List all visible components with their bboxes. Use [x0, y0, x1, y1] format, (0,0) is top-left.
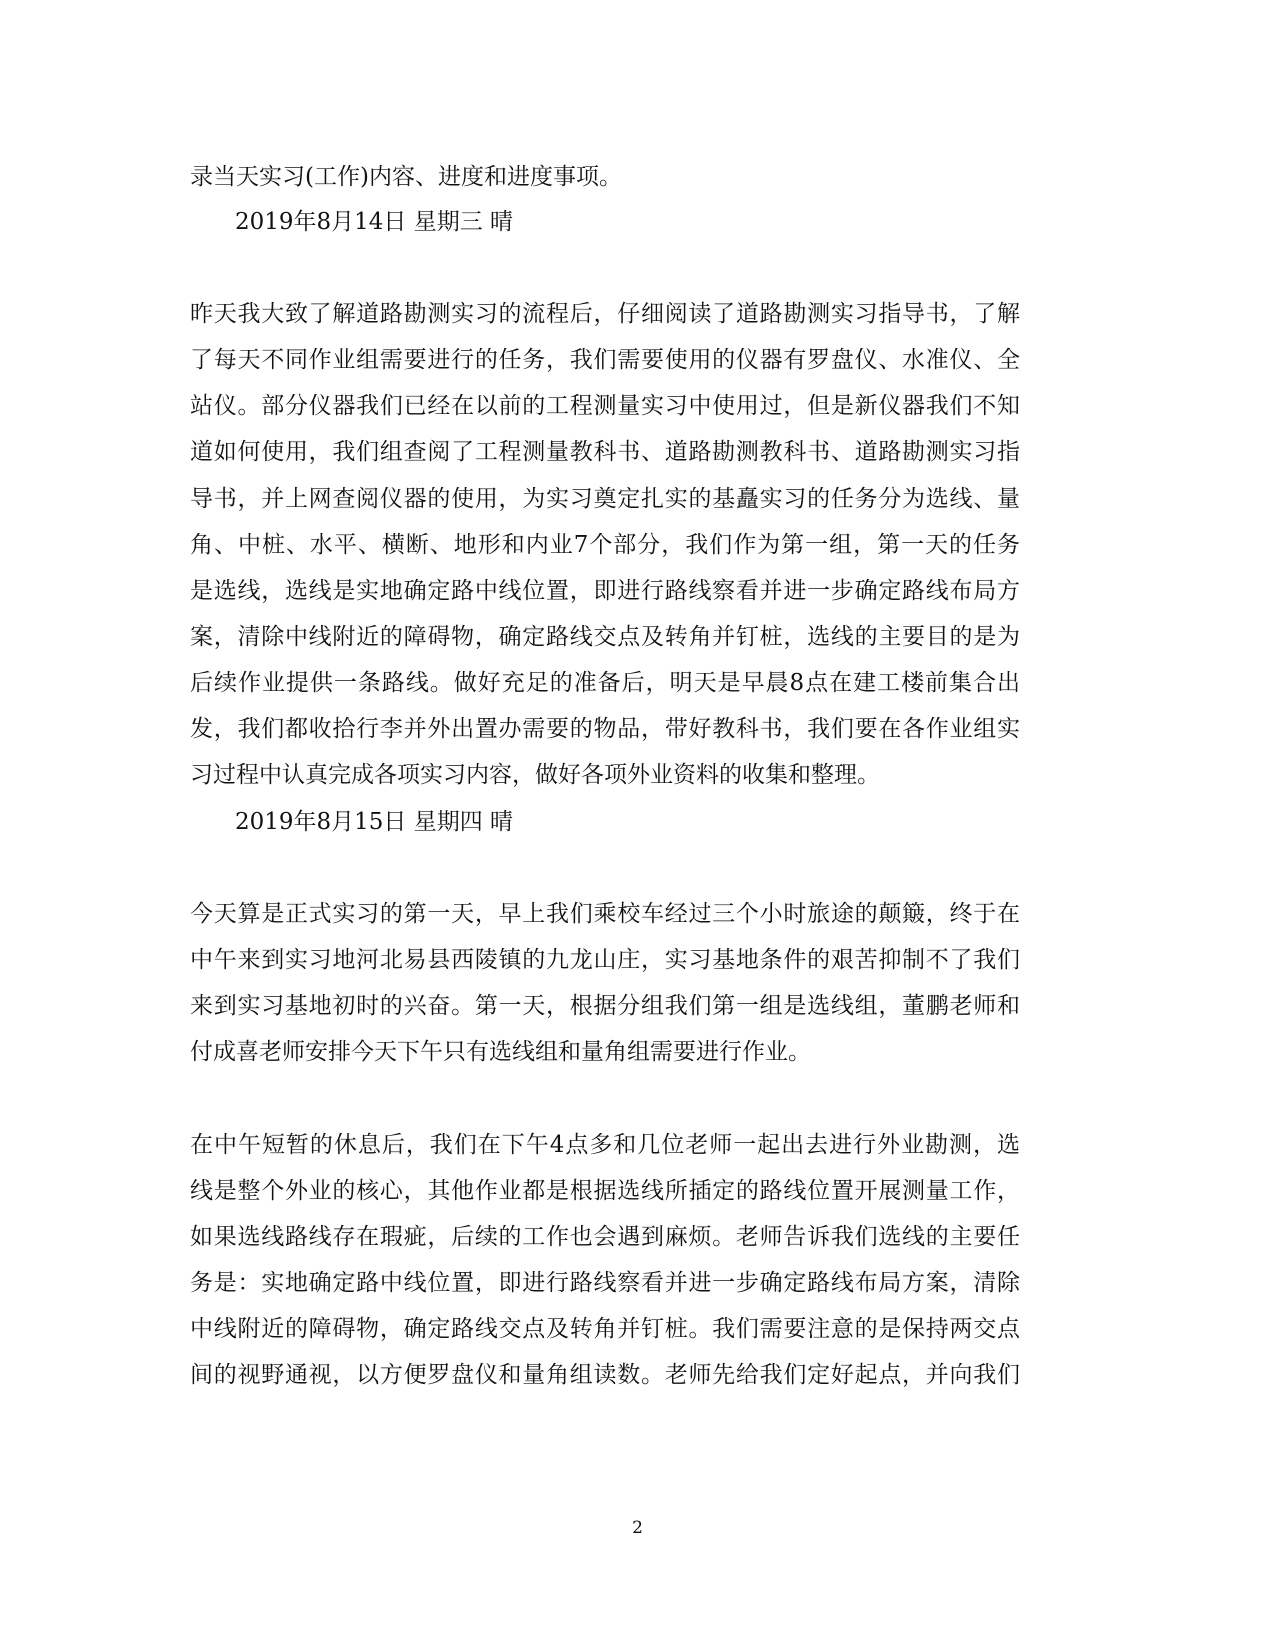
text-line: 发，我们都收拾行李并外出置办需要的物品，带好教科书，我们要在各作业组实: [190, 716, 1020, 742]
text-line: 在中午短暂的休息后，我们在下午4点多和几位老师一起出去进行外业勘测，选: [190, 1132, 1020, 1158]
text-line: 如果选线路线存在瑕疵，后续的工作也会遇到麻烦。老师告诉我们选线的主要任: [190, 1224, 1020, 1250]
page-number: 2: [632, 1518, 643, 1538]
date-heading: 2019年8月15日 星期四 晴: [235, 809, 514, 835]
date-heading: 2019年8月14日 星期三 晴: [235, 209, 514, 235]
text-line: 中线附近的障碍物，确定路线交点及转角并钉桩。我们需要注意的是保持两交点: [190, 1316, 1020, 1342]
text-line: 录当天实习(工作)内容、进度和进度事项。: [190, 164, 622, 190]
text-line: 中午来到实习地河北易县西陵镇的九龙山庄，实习基地条件的艰苦抑制不了我们: [190, 947, 1020, 973]
text-line: 付成喜老师安排今天下午只有选线组和量角组需要进行作业。: [190, 1039, 811, 1065]
text-line: 务是：实地确定路中线位置，即进行路线察看并进一步确定路线布局方案，清除: [190, 1270, 1020, 1296]
text-line: 线是整个外业的核心，其他作业都是根据选线所插定的路线位置开展测量工作，: [190, 1178, 1020, 1204]
text-line: 今天算是正式实习的第一天，早上我们乘校车经过三个小时旅途的颠簸，终于在: [190, 901, 1020, 927]
text-line: 导书，并上网查阅仪器的使用，为实习奠定扎实的基矗实习的任务分为选线、量: [190, 486, 1020, 512]
text-line: 角、中桩、水平、横断、地形和内业7个部分，我们作为第一组，第一天的任务: [190, 532, 1020, 558]
text-line: 站仪。部分仪器我们已经在以前的工程测量实习中使用过，但是新仪器我们不知: [190, 393, 1020, 419]
text-line: 来到实习基地初时的兴奋。第一天，根据分组我们第一组是选线组，董鹏老师和: [190, 993, 1020, 1019]
text-line: 道如何使用，我们组查阅了工程测量教科书、道路勘测教科书、道路勘测实习指: [190, 439, 1020, 465]
text-line: 习过程中认真完成各项实习内容，做好各项外业资料的收集和整理。: [190, 762, 880, 788]
text-line: 了每天不同作业组需要进行的任务，我们需要使用的仪器有罗盘仪、水准仪、全: [190, 347, 1020, 373]
text-line: 案，清除中线附近的障碍物，确定路线交点及转角并钉桩，选线的主要目的是为: [190, 624, 1020, 650]
text-line: 昨天我大致了解道路勘测实习的流程后，仔细阅读了道路勘测实习指导书，了解: [190, 301, 1020, 327]
text-line: 间的视野通视，以方便罗盘仪和量角组读数。老师先给我们定好起点，并向我们: [190, 1362, 1020, 1388]
text-line: 是选线，选线是实地确定路中线位置，即进行路线察看并进一步确定路线布局方: [190, 578, 1020, 604]
text-line: 后续作业提供一条路线。做好充足的准备后，明天是早晨8点在建工楼前集合出: [190, 670, 1020, 696]
